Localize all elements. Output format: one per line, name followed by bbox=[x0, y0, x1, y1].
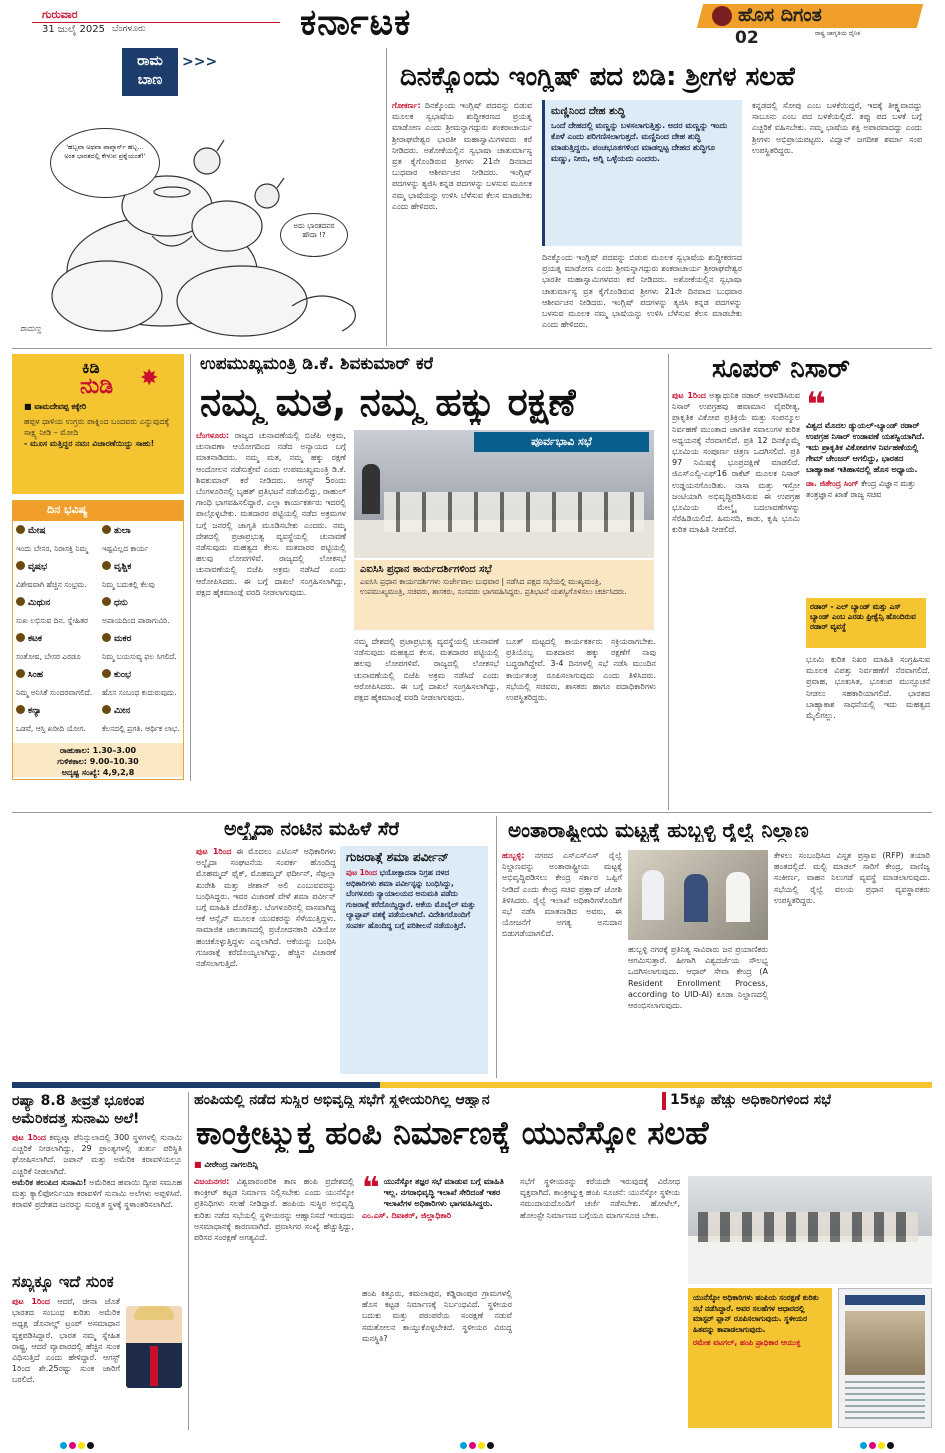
color-strip bbox=[12, 1082, 932, 1088]
column-rule-2 bbox=[190, 354, 191, 781]
article-english-col1-text: ದಿನಕ್ಕೊಂದು ಇಂಗ್ಲಿಷ್ ಪದವನ್ನು ಬಿಡುವ ಮೂಲಕ ಸ್ವಭಾಷೆಯ ಶುದ್ಧೀಕರಣದ ಪ್ರಯತ್ನ ಮಾಡೋಣ ಎಂದು ಶ್ರೀಮನ್ನಾಗದ್ಗುರು ಶಂಕರಾಚಾರ್ಯ ಶ್ರೀರಾಘವೇಶ್ವರ ಭಾರತೀ ಮಹಾಸ್ವಾಮಿಗಳವರು ಕರೆ ನೀಡಿದರು. ಅಶೋಕೆಯಲ್ಲಿನ ಸ್ವಭಾಷಾ ಚಾತುರ್ಮಾಸ್ಯ ವ್ರತ ಕೈಗೊಂಡಿರುವ ಶ್ರೀಗಳು 21ನೇ ದಿನವಾದ ಬುಧವಾರ ಆಶೀರ್ವಚನ ನೀಡಿದರು. ಇಂಗ್ಲಿಷ್ ಪದಗಳನ್ನು ತ್ಯಜಿಸಿ ಕನ್ನಡ ಪದಗಳನ್ನು ಬಳಸುವ ಮೂಲಕ ನಮ್ಮ ಭಾಷೆಯನ್ನು ಉಳಿಸಿ ಬೆಳೆಸುವ ಕೆಲಸ ಮಾಡಬೇಕು ಎಂದು ಹೇಳಿದರು. bbox=[392, 101, 532, 211]
cartoon-bubble-right bbox=[280, 213, 348, 257]
article-dkshi-col1 bbox=[196, 430, 346, 806]
kidi-nudi-title-top: ಕಿಡಿ bbox=[82, 358, 100, 377]
article-nisar-quote-text: ವಿಶ್ವದ ಮೊದಲ ಡ್ಯುಯಲ್-ಬ್ಯಾಂಡ್ ರಡಾರ್ ಉಪಗ್ರಹ ನಿಸಾರ್ ಉಡಾವಣೆ ಯಶಸ್ವಿಯಾಗಿದೆ. ಇದು ಪ್ರಾಕೃತಿಕ ವಿಕೋಪಗಳ ನಿರ್ವಹಣೆಯಲ್ಲಿ ಗೇಮ್ ಚೇಂಜರ್ ಆಗಲಿದ್ದು, ಭಾರತದ ಬಾಹ್ಯಾಕಾಶ ಇತಿಹಾಸದಲ್ಲಿ ಹೊಸ ಅಧ್ಯಾಯ. bbox=[806, 421, 925, 474]
zodiac-icon bbox=[102, 633, 111, 642]
article-alqaeda-headline: ಅಲ್ಖೈದಾ ನಂಟಿನ ಮಹಿಳೆ ಸೆರೆ bbox=[224, 818, 400, 840]
horoscope-grid bbox=[13, 525, 183, 739]
horoscope-sign-label: ಕನ್ಯಾ bbox=[28, 706, 42, 716]
article-alqaeda-box-dateline: ಪುಟ 1ರಿಂದ bbox=[346, 868, 377, 877]
article-dkshi-col2 bbox=[354, 636, 499, 806]
horoscope-sign-label: ವೃಶ್ಚಿಕ bbox=[114, 562, 132, 572]
article-english-col2-lower bbox=[542, 252, 742, 344]
kidi-nudi-quote bbox=[24, 416, 174, 449]
column-rule-5 bbox=[188, 1092, 189, 1430]
horoscope-sign bbox=[16, 597, 96, 631]
article-hampi-dateline: ವಿಜಯನಗರ: bbox=[194, 1177, 230, 1186]
zodiac-icon bbox=[16, 597, 25, 606]
article-hampi-col2 bbox=[362, 1288, 512, 1428]
hampi-photo-table bbox=[688, 1236, 932, 1284]
horoscope-sign-text: ಅಪಾಯದಿಂದ ಪಾರಾಗುವಿರಿ. bbox=[102, 616, 170, 625]
article-dkshi-col2-text: ನಮ್ಮ ದೇಶದಲ್ಲಿ ಪ್ರಜಾಪ್ರಭುತ್ವ ವ್ಯವಸ್ಥೆಯಲ್ಲಿ ಚುನಾವಣೆ ನಡೆಸುವುದು ಮಹತ್ವದ ಕೆಲಸ. ಮತದಾರರ ಪಟ್ಟಿಯಲ್ಲಿ ಹಲವು ಲೋಪಗಳಿವೆ. ರಾಜ್ಯದಲ್ಲಿ ಲೋಕಸಭೆ ಚುನಾವಣೆಯಲ್ಲಿ ಬಿಜೆಪಿ ಅಕ್ರಮ ನಡೆಸಿದೆ ಎಂದು ಆರೋಪಿಸಿದರು. ಈ ಬಗ್ಗೆ ದಾಖಲೆ ಸಂಗ್ರಹಿಸಲಾಗಿದ್ದು, ಪಕ್ಷದ ಹೈಕಮಾಂಡ್ಗೆ ವರದಿ ನೀಡಲಾಗುವುದು. bbox=[354, 637, 499, 703]
article-trump-text: ಆದರೆ, ಚೀನಾ ಜೊತೆ ಭಾರತದ ಸಂಬಂಧ ಕುರಿತು ಅಮೆರಿಕ ಅಧ್ಯಕ್ಷ ಡೊನಾಲ್ಡ್ ಟ್ರಂಪ್ ಅಸಮಾಧಾನ ವ್ಯಕ್ತಪಡಿಸಿದ್ದಾರೆ. ಭಾರತ ನಮ್ಮ ಸ್ನೇಹಿತ ರಾಷ್ಟ್ರ, ಆದರೆ ವ್ಯಾಪಾರದಲ್ಲಿ ಹೆಚ್ಚಿನ ಸುಂಕ ವಿಧಿಸುತ್ತಿದೆ ಎಂದು ಹೇಳಿದ್ದಾರೆ. ಆಗಸ್ಟ್ 1ರಿಂದ ಶೇ.25ರಷ್ಟು ಸುಂಕ ಜಾರಿಗೆ ಬರಲಿದೆ. bbox=[12, 1297, 120, 1385]
caption-text: ಎಐಸಿಸಿ ಪ್ರಧಾನ ಕಾರ್ಯದರ್ಶಿಗಳು ಸುರ್ಜೇವಾಲ ಬುಧವಾರ | ನಡೆಸಿದ ಪಕ್ಷದ ಸಭೆಯಲ್ಲಿ ಮುಖ್ಯಮಂತ್ರಿ, ಉಪಮುಖ್ಯಮಂತ್ರಿ, ಸಚಿವರು, ಶಾಸಕರು, ಸಂಸದರು ಭಾಗವಹಿಸಿದ್ದರು. ಪ್ರತಿಭಟನೆ ಯಶಸ್ವಿಗೊಳಿಸಲು ಚರ್ಚಿಸಿದರು. bbox=[360, 577, 627, 596]
horoscope-title-bar bbox=[13, 501, 183, 521]
horoscope-sign-label: ಕುಂಭ bbox=[114, 670, 132, 680]
kidi-nudi-box bbox=[12, 354, 184, 494]
article-hampi-kicker: ಹಂಪಿಯಲ್ಲಿ ನಡೆದ ಸುಸ್ಥಿರ ಅಭಿವೃದ್ಧಿ ಸಭೆಗೆ ಸ್ಥಳೀಯರಿಗಿಲ್ಲ ಆಹ್ವಾನ bbox=[194, 1092, 490, 1108]
article-railway-col3-text: ಕೇಳಲು ಸಂಬಂಧಿಸಿದ ವಿಸ್ತೃತ ಪ್ರಸ್ತಾವ (RFP) ತಯಾರಿ ಹಂತದಲ್ಲಿದೆ. ಮಲ್ಟಿ ಮಾಡಲ್ ಸಾರಿಗೆ ಕೇಂದ್ರ, ವಾಣಿಜ್ಯ ಸಂಕೀರ್ಣ, ವಾಹನ ನಿಲುಗಡೆ ವ್ಯವಸ್ಥೆ ಮಾಡಲಾಗುವುದು. ಸಭೆಯಲ್ಲಿ ರೈಲ್ವೆ ವಲಯ ಪ್ರಧಾನ ವ್ಯವಸ್ಥಾಪಕರು ಉಪಸ್ಥಿತರಿದ್ದರು. bbox=[774, 851, 930, 905]
reg-dot-black bbox=[487, 1442, 494, 1449]
zodiac-icon bbox=[16, 669, 25, 678]
cartoon-bubble-left-text: 'ಹಬ್ಬವಾ ಅಥವಾ ಪಾಪ್ಕಾರ್ನ್ ಹಬ್ಬ... ಅಂತ ಭಾರತದಲ್ಲಿ ಕೇಳುವ ಪ್ರಶ್ನೆಯಂತೆ!' bbox=[64, 143, 146, 160]
horoscope-sign-label: ತುಲಾ bbox=[114, 526, 131, 536]
horoscope-sign-name bbox=[102, 525, 182, 536]
reg-dot-cyan bbox=[60, 1442, 67, 1449]
horoscope-sign bbox=[16, 705, 96, 739]
article-dkshi-dateline: ಬೆಂಗಳೂರು: bbox=[196, 431, 230, 440]
article-hampi-quote2-author: ರಮೇಶ ವಟಗಲ್, ಹಂಪಿ ಪ್ರಾಧಿಕಾರ ಆಯುಕ್ತ bbox=[693, 1338, 801, 1347]
reg-dot-yellow bbox=[478, 1442, 485, 1449]
zodiac-icon bbox=[16, 633, 25, 642]
article-nisar-col1 bbox=[672, 390, 800, 808]
article-railway-col2 bbox=[628, 944, 768, 1076]
article-dkshi-col3 bbox=[506, 636, 656, 806]
article-alqaeda-text: ಈ ಮೊದಲು ಎಟಿಎಸ್ ಅಧಿಕಾರಿಗಳು ಅಲ್ಖೈದಾ ಸಂಘಟನೆಯ ಸಂಪರ್ಕ ಹೊಂದಿದ್ದ ಮೊಹಮ್ಮದ್ ಫೈಕ್, ಮೊಹಮ್ಮದ್ ಫರ್ದೀನ್, ಸೆಫುಲ್ಲಾ ಖುರೇಶಿ ಮತ್ತು ಜೀಶಾನ್ ಅಲಿ ಎಂಬುವವರನ್ನು ಬಂಧಿಸಿದ್ದರು. ಇವರ ವಿಚಾರಣೆ ವೇಳೆ ಶಮಾ ಪರ್ವೀನ್ ಬಗ್ಗೆ ಮಾಹಿತಿ ದೊರೆತಿತ್ತು. ಬೆಂಗಳೂರಿನಲ್ಲಿ ವಾಸವಾಗಿದ್ದ ಆಕೆ ಆನ್ಲೈನ್ ಮೂಲಕ ಯುವಕರನ್ನು ಸೆಳೆಯುತ್ತಿದ್ದಳು. ಸಾಮಾಜಿಕ ಜಾಲತಾಣದಲ್ಲಿ ಪ್ರಚೋದನಕಾರಿ ವಿಡಿಯೋ ಹಂಚಿಕೊಳ್ಳುತ್ತಿದ್ದಳು ಎನ್ನಲಾಗಿದೆ. ಆಕೆಯನ್ನು ಬಂಧಿಸಿ ಗುಜರಾತ್ಗೆ ಕರೆದೊಯ್ಯಲಾಗಿದ್ದು, ಹೆಚ್ಚಿನ ವಿಚಾರಣೆ ನಡೆಸಲಾಗುತ್ತಿದೆ. bbox=[196, 847, 336, 969]
kidi-nudi-quote-text: ಹಪ್ಪಳ ಧಾಳಿಯ ಉಗ್ರರು ಪಾಕ್ನಿಂದ ಬಂದವರು ಎನ್ನುವುದಕ್ಕೆ ಸಾಕ್ಷ್ಯ ನೀಡಿ – ಮೋದಿ bbox=[24, 417, 170, 437]
article-hampi bbox=[194, 1092, 932, 1432]
article-alqaeda-col1 bbox=[196, 846, 336, 1076]
article-nisar-col3-text: ಭೂಮಿ ಕುರಿತ ನಿಖರ ಮಾಹಿತಿ ಸಂಗ್ರಹಿಸುವ ಮೂಲಕ ವಿಪತ್ತು ನಿರ್ವಹಣೆಗೆ ನೆರವಾಗಲಿದೆ. ಪ್ರವಾಹ, ಭೂಕುಸಿತ, ಭೂಕಂಪ ಮುನ್ಸೂಚನೆ ನೀಡಲು ಸಹಕಾರಿಯಾಗಲಿದೆ. ಭಾರತದ ಬಾಹ್ಯಾಕಾಶ ಸಾಧನೆಯಲ್ಲಿ ಇದು ಮಹತ್ವದ ಮೈಲಿಗಲ್ಲು. bbox=[806, 655, 930, 721]
horoscope-sign-label: ಸಿಂಹ bbox=[28, 670, 44, 680]
horoscope-sign-text: ವಿಶೇಷವಾಗಿ ಹೆಚ್ಚಿನ ಸಂಭ್ರಮ. bbox=[16, 580, 87, 589]
article-russia-text: ಕಮ್ಚಟ್ಕಾ ಪೆನಿನ್ಸುಲಾದಲ್ಲಿ 300 ಸ್ಥಳಗಳಲ್ಲಿ ಸುನಾಮಿ ಎಚ್ಚರಿಕೆ ನೀಡಲಾಗಿದ್ದು, 29 ಪ್ರಾಂತ್ಯಗಳಲ್ಲಿ ತುರ್ತು ಪರಿಸ್ಥಿತಿ ಘೋಷಿಸಲಾಗಿದೆ. ಜಪಾನ್ ಮತ್ತು ಅಮೆರಿಕ ಕರಾವಳಿಯಲ್ಲೂ ಎಚ್ಚರಿಕೆ ನೀಡಲಾಗಿದೆ. bbox=[12, 1133, 182, 1176]
cartoon-bubble-left bbox=[50, 128, 160, 198]
article-hampi-col1 bbox=[194, 1176, 354, 1428]
kicker-separator bbox=[662, 1092, 666, 1110]
row-rule-1 bbox=[12, 348, 932, 349]
kidi-nudi-title-bottom: ನುಡಿ bbox=[80, 374, 114, 399]
railway-photo-person-1 bbox=[642, 870, 664, 920]
hampi-poster-header bbox=[845, 1295, 925, 1305]
hampi-poster bbox=[838, 1288, 932, 1428]
lucky-number: ಅದೃಷ್ಟ ಸಂಖ್ಯೆ: 4,9,2,8 bbox=[61, 768, 135, 777]
horoscope-sign-text: ನಿಮ್ಮ ಬಯಸುವ್ಯ ಫಲ ಸಿಗಲಿದೆ. bbox=[102, 652, 177, 661]
zodiac-icon bbox=[102, 561, 111, 570]
horoscope-times bbox=[13, 743, 183, 777]
photo-speaker bbox=[362, 464, 380, 514]
article-trump bbox=[12, 1272, 182, 1430]
cartoon-bubble-right-text: ಅದು ಭಾರತದವರ ಹೌದಾ !? bbox=[293, 222, 335, 239]
cartoon-panel bbox=[12, 48, 380, 344]
paper-logo-icon bbox=[712, 6, 732, 26]
masthead-date: 31 ಜುಲೈ 2025 bbox=[42, 24, 105, 35]
zodiac-icon bbox=[102, 705, 111, 714]
photo-people bbox=[384, 492, 644, 532]
article-trump-dateline: ಪುಟ 1ರಿಂದ bbox=[12, 1297, 50, 1306]
article-nisar bbox=[672, 354, 932, 810]
horoscope-sign-name bbox=[16, 633, 96, 644]
article-dkshi-headline: ನಮ್ಮ ಮತ, ನಮ್ಮ ಹಕ್ಕು ರಕ್ಷಣೆ bbox=[200, 380, 576, 424]
cartoon-label-line1: ರಾಮ bbox=[137, 53, 163, 69]
kidi-nudi-joke: - ಮೂಸ ಮತ್ತಿದ್ದರ ನಮಃ ವಿಚಾರಣೆಯಿದ್ದು ಸಾಹು! bbox=[24, 439, 155, 448]
article-trump-col bbox=[12, 1296, 120, 1428]
cartoon-label bbox=[122, 48, 178, 96]
photo-banner-text: ಪೂರ್ವಭಾವಿ ಸಭೆ bbox=[531, 435, 592, 448]
article-dkshi bbox=[196, 354, 666, 810]
article-railway-col1-text: ನಗರದ ಎಸ್ಎಸ್ಎಸ್ ರೈಲ್ವೆ ನಿಲ್ದಾಣವನ್ನು ಅಂತಾರಾಷ್ಟ್ರೀಯ ಮಟ್ಟಕ್ಕೆ ಅಭಿವೃದ್ಧಿಪಡಿಸಲು ಕೇಂದ್ರ ಸರ್ಕಾರ ಒಪ್ಪಿಗೆ ನೀಡಿದೆ ಎಂದು ಕೇಂದ್ರ ಸಚಿವ ಪ್ರಹ್ಲಾದ್ ಜೋಶಿ ತಿಳಿಸಿದರು. ರೈಲ್ವೆ ಇಲಾಖೆ ಅಧಿಕಾರಿಗಳೊಂದಿಗೆ ಸಭೆ ನಡೆಸಿ ಮಾತನಾಡಿದ ಅವರು, ಈ ಯೋಜನೆಗೆ ಅಗತ್ಯ ಅನುದಾನ ಬಿಡುಗಡೆಯಾಗಲಿದೆ. bbox=[502, 851, 622, 939]
hampi-poster-image bbox=[845, 1311, 925, 1375]
article-railway-photo bbox=[628, 850, 768, 940]
article-english-headline: ದಿನಕ್ಕೊಂದು ಇಂಗ್ಲಿಷ್ ಪದ ಬಿಡಿ: ಶ್ರೀಗಳ ಸಲಹೆ bbox=[400, 62, 796, 92]
article-english-box-text: ಒಂದೆ ದೇಹದಲ್ಲಿ ಮಣ್ಣನ್ನು ಬಳಸಲಾಗುತ್ತಿತ್ತು. ಅದರ ಮಣ್ಣನ್ನು ಇಂದು ಕೊಳೆ ಎಂದು ಪರಿಗಣಿಸಲಾಗುತ್ತದೆ. ಮಣ್ಣಿನಿಂದ ದೇಹ ಶುದ್ಧಿ ಮಾಡುತ್ತಿದ್ದರು. ಪಂಚಭೂತಗಳಿಂದ ಮಾಡಲ್ಪಟ್ಟ ದೇಹದ ಶುದ್ಧಿಗೂ ಮಣ್ಣು, ನೀರು, ಅಗ್ನಿ ಒಳ್ಳೆಯದು ಎಂದರು. bbox=[551, 121, 728, 163]
article-nisar-dateline: ಪುಟ 1ರಿಂದ bbox=[672, 391, 706, 400]
article-alqaeda-box bbox=[340, 846, 488, 1074]
masthead-city: ಬೆಂಗಳೂರು bbox=[112, 24, 146, 34]
horoscope-sign bbox=[102, 525, 182, 559]
article-hampi-col1-text: ವಿಶ್ವಪಾರಂಪರಿಕ ತಾಣ ಹಂಪಿ ಪ್ರದೇಶದಲ್ಲಿ ಕಾಂಕ್ರೀಟ್ ಕಟ್ಟಡ ನಿರ್ಮಾಣ ನಿಲ್ಲಿಸಬೇಕು ಎಂದು ಯುನೆಸ್ಕೋ ಪ್ರತಿನಿಧಿಗಳು ಸಲಹೆ ನೀಡಿದ್ದಾರೆ. ಹಂಪಿಯ ಸುಸ್ಥಿರ ಅಭಿವೃದ್ಧಿ ಕುರಿತು ನಡೆದ ಸಭೆಯಲ್ಲಿ ಸ್ಥಳೀಯರನ್ನು ಆಹ್ವಾನಿಸದೆ ಇರುವುದು ಅಸಮಾಧಾನಕ್ಕೆ ಕಾರಣವಾಗಿದೆ. ಪ್ರವಾಸಿಗರ ಸಂಖ್ಯೆ ಹೆಚ್ಚುತ್ತಿದ್ದು, ಪರಿಸರ ಸಂರಕ್ಷಣೆ ಅಗತ್ಯವಿದೆ. bbox=[194, 1177, 354, 1243]
spark-icon: ✸ bbox=[140, 366, 159, 391]
railway-photo-person-2 bbox=[684, 874, 708, 922]
horoscope-sign-name bbox=[16, 705, 96, 716]
article-nisar-col1-text: ಅತ್ಯಾಧುನಿಕ ರಡಾರ್ ಅಳವಡಿಸಿರುವ ನಿಸಾರ್ ಉಪಗ್ರಹವು ಹವಾಮಾನ ವೈಪರೀತ್ಯ, ಪ್ರಾಕೃತಿಕ ವಿಕೋಪ ಪ್ರತಿಕ್ರಿಯೆ ಮತ್ತು ಸಂಪನ್ಮೂಲ ನಿರ್ವಹಣೆ ಮುಂತಾದ ಜಾಗತಿಕ ಸವಾಲುಗಳ ಕುರಿತ ಅಧ್ಯಯನಕ್ಕೆ ನೆರವಾಗಲಿದೆ. ಪ್ರತಿ 12 ದಿನಕ್ಕೊಮ್ಮೆ ಭೂಮಿಯ ಸಂಪೂರ್ಣ ಚಿತ್ರಣ ಒದಗಿಸಲಿದೆ. ಪ್ರತಿ 97 ನಿಮಿಷಕ್ಕೆ ಭೂಪ್ರದಕ್ಷಿಣೆ ಮಾಡಲಿದೆ. bbox=[672, 391, 800, 468]
horoscope-sign bbox=[16, 525, 96, 559]
row-rule-2 bbox=[12, 812, 932, 813]
page-number: 02 bbox=[735, 28, 759, 48]
article-russia-subtext: ಅಮೆರಿಕದ ಹವಾಯಿ ದ್ವೀಪ ಸಮೂಹ ಮತ್ತು ಕ್ಯಾಲಿಫೋರ್ನಿಯಾ ಕರಾವಳಿಗೆ ಸುನಾಮಿ ಅಲೆಗಳು ಅಪ್ಪಳಿಸಿವೆ. ಕರಾವಳಿ ಪ್ರದೇಶದ ಜನರನ್ನು ಸುರಕ್ಷಿತ ಸ್ಥಳಕ್ಕೆ ಸ್ಥಳಾಂತರಿಸಲಾಗಿದೆ. bbox=[12, 1177, 182, 1210]
cartoon-label-line2: ಬಾಣ bbox=[137, 72, 163, 88]
column-rule bbox=[386, 48, 387, 346]
article-nisar-quote bbox=[806, 385, 932, 590]
article-hampi-quote bbox=[362, 1171, 512, 1286]
horoscope-sign-label: ವೃಷಭ bbox=[28, 562, 48, 572]
caption-title: ಎಐಸಿಸಿ ಪ್ರಧಾನ ಕಾರ್ಯದರ್ಶಿಗಳಿಂದ ಸಭೆ bbox=[360, 564, 492, 575]
reg-dot-yellow bbox=[78, 1442, 85, 1449]
horoscope-sign-label: ಮಿಥುನ bbox=[28, 598, 51, 608]
article-dkshi-photo bbox=[354, 430, 654, 558]
horoscope-sign-label: ಧನು bbox=[114, 598, 128, 608]
article-dkshi-col3-text: ಬೂತ್ ಮಟ್ಟದಲ್ಲಿ ಕಾರ್ಯಕರ್ತರು ಸಕ್ರಿಯರಾಗಬೇಕು. ಪ್ರತಿಯೊಬ್ಬ ಮತದಾರನ ಹಕ್ಕು ರಕ್ಷಣೆಗೆ ನಾವು ಬದ್ಧರಾಗಿದ್ದೇವೆ. 3-4 ದಿನಗಳಲ್ಲಿ ಸಭೆ ನಡೆಸಿ ಮುಂದಿನ ಕಾರ್ಯತಂತ್ರ ರೂಪಿಸಲಾಗುವುದು ಎಂದು ತಿಳಿಸಿದರು. ಸಭೆಯಲ್ಲಿ ಸಚಿವರು, ಶಾಸಕರು ಹಾಗೂ ಪದಾಧಿಕಾರಿಗಳು ಉಪಸ್ಥಿತರಿದ್ದರು. bbox=[506, 637, 656, 703]
article-dkshi-kicker: ಉಪಮುಖ್ಯಮಂತ್ರಿ ಡಿ.ಕೆ. ಶಿವಕುಮಾರ್ ಕರೆ bbox=[200, 354, 434, 374]
photo-banner bbox=[474, 432, 649, 452]
reg-dot-cyan bbox=[860, 1442, 867, 1449]
masthead-rule bbox=[32, 22, 280, 23]
article-russia-subtitle: ಅಮೆರಿಕ ತಲುಪಿದ ಸುನಾಮಿ! bbox=[12, 1177, 87, 1187]
article-hampi-col3-text: ಸಭೆಗೆ ಸ್ಥಳೀಯರನ್ನು ಕರೆಯದೇ ಇರುವುದಕ್ಕೆ ವಿರೋಧ ವ್ಯಕ್ತವಾಗಿದೆ. ಕಾಂಕ್ರೀಟ್ಮುಕ್ತ ಹಂಪಿ ಸೂಚನೆ: ಯುನೆಸ್ಕೋ ಸ್ಥಳೀಯ ಸಮುದಾಯದೊಂದಿಗೆ ಚರ್ಚೆ ನಡೆಸಬೇಕು. ಹೋಟೆಲ್, ಹೋಂಸ್ಟೇ ನಿರ್ಮಾಣದ ಬಗ್ಗೆಯೂ ಮಾರ್ಗಸೂಚಿ ಬೇಕು. bbox=[520, 1177, 680, 1220]
article-hampi-quote2-text: ಯುನೆಸ್ಕೋ ಅಧಿಕಾರಿಗಳು ಹಂಪಿಯ ಸಂರಕ್ಷಣೆ ಕುರಿತು ಸಭೆ ನಡೆಸಿದ್ದಾರೆ. ಅವರ ಸಲಹೆಗಳ ಆಧಾರದಲ್ಲಿ ಮಾಸ್ಟರ್ ಪ್ಲಾನ್ ರೂಪಿಸಲಾಗುವುದು. ಸ್ಥಳೀಯರ ಹಿತವನ್ನು ಕಾಪಾಡಲಾಗುವುದು. bbox=[693, 1293, 819, 1334]
cartoon-chevrons: >>> bbox=[182, 54, 218, 70]
horoscope-sign-text: ಕೆಲಸದಲ್ಲಿ ಪ್ರಗತಿ. ಆರ್ಥಿಕ ಲಾಭ. bbox=[102, 724, 180, 733]
railway-photo-person-3 bbox=[726, 872, 750, 922]
horoscope-title: ದಿನ ಭವಿಷ್ಯ bbox=[47, 503, 88, 516]
reg-dot-black bbox=[887, 1442, 894, 1449]
zodiac-icon bbox=[102, 597, 111, 606]
horoscope-sign bbox=[102, 597, 182, 631]
horoscope-sign bbox=[16, 669, 96, 703]
article-hampi-headline: ಕಾಂಕ್ರೀಟ್ಮುಕ್ತ ಹಂಪಿ ನಿರ್ಮಾಣಕ್ಕೆ ಯುನೆಸ್ಕೋ ಸಲಹೆ bbox=[196, 1114, 709, 1152]
article-english-col3-text: ಕನ್ನಡದಲ್ಲಿ ಸೋಪು ಎಂಬ ಬಳಕೆಯಿದ್ದರೆ, ಇದಕ್ಕೆ ತೀಕ್ಷ್ಣವಾದದ್ದು ಸಾಬೂನು ಎಂಬ ಪದ ಬಳಕೆಯಲ್ಲಿದೆ. ತಪ್ಪು ಪದ ಬಳಕೆ ಬಗ್ಗೆ ಎಚ್ಚರಿಕೆ ವಹಿಸಬೇಕು. ನಮ್ಮ ಭಾಷೆಯ ಶಕ್ತಿ ಅಪಾರವಾದದ್ದು ಎಂದು ಶ್ರೀಗಳು ಅಭಿಪ್ರಾಯಪಟ್ಟರು. ವಿದ್ವಾನ್ ಜಗದೀಶ ಶರ್ಮಾ ಸಂಪ ಉಪಸ್ಥಿತರಿದ್ದರು. bbox=[752, 101, 922, 155]
article-railway-col3 bbox=[774, 850, 930, 1076]
article-hampi-photo bbox=[688, 1176, 932, 1284]
horoscope-panel bbox=[12, 500, 184, 780]
article-nisar-quote-author bbox=[806, 478, 932, 500]
reg-dot-cyan bbox=[460, 1442, 467, 1449]
article-alqaeda-box-title: ಗುಜರಾತ್ಗೆ ಶಮಾ ಪರ್ವೀನ್ bbox=[346, 850, 449, 864]
article-alqaeda bbox=[196, 816, 492, 1078]
horoscope-sign-name bbox=[16, 597, 96, 608]
article-russia bbox=[12, 1092, 182, 1268]
column-rule-4 bbox=[496, 816, 497, 1078]
horoscope-sign bbox=[16, 561, 96, 595]
horoscope-sign-text: ನಿಮ್ಮ ಅನಿಸಿಕೆ ಸುಂದರವಾಗಲಿದೆ. bbox=[16, 688, 93, 697]
horoscope-sign-name bbox=[16, 525, 96, 536]
horoscope-sign-name bbox=[102, 705, 182, 716]
rahukala: ರಾಹುಕಾಲ: 1.30–3.00 bbox=[59, 746, 137, 755]
hampi-photo-people bbox=[698, 1212, 918, 1242]
zodiac-icon bbox=[16, 525, 25, 534]
article-hampi-byline-text: ವೀರೇಂದ್ರ ನಾಗಲದಿನ್ನಿ bbox=[204, 1160, 258, 1169]
article-nisar-col3 bbox=[806, 654, 930, 808]
article-english-dateline: ಗೋಕರ್ಣ: bbox=[392, 101, 421, 110]
reg-dot-magenta bbox=[469, 1442, 476, 1449]
zodiac-icon bbox=[102, 525, 111, 534]
article-russia-dateline: ಪುಟ 1ರಿಂದ bbox=[12, 1133, 46, 1142]
kidi-nudi-author-text: ವಾಮದೇವಪ್ಪ ಕಕ್ಕೇರಿ bbox=[34, 402, 87, 411]
paper-logo: ಹೊಸ ದಿಗಂತ bbox=[738, 4, 822, 26]
article-nisar-quote-role: ಕೇಂದ್ರ ವಿಜ್ಞಾನ ಮತ್ತು ತಂತ್ರಜ್ಞಾನ ಖಾತೆ ರಾಜ್ಯ ಸಚಿವ bbox=[806, 479, 916, 499]
zodiac-icon bbox=[102, 669, 111, 678]
article-nisar-col1-more: ಜಿಎಸ್ಎಲ್ವಿ-ಎಫ್16 ರಾಕೆಟ್ ಮೂಲಕ ನಿಸಾರ್ ಉಡ್ಡಯನಗೊಂಡಿತು. ನಾಸಾ ಮತ್ತು ಇಸ್ರೋ ಜಂಟಿಯಾಗಿ ಅಭಿವೃದ್ಧಿಪಡಿಸಿರುವ ಈ ಉಪಗ್ರಹ ಭೂಮಿಯ ಮೇಲ್ಮೈ ಬದಲಾವಣೆಗಳನ್ನು ಸೆರೆಹಿಡಿಯಲಿದೆ. ಹಿಮನದಿ, ಕಾಡು, ಕೃಷಿ ಭೂಮಿ ಕುರಿತ ಮಾಹಿತಿ ನೀಡಲಿದೆ. bbox=[672, 469, 800, 535]
article-hampi-col2-text: ಹಂಪಿ ಕಿತ್ತೂರು, ಕಮಲಾಪುರ, ಕಡ್ಡಿರಾಂಪುರ ಗ್ರಾಮಗಳಲ್ಲಿ ಹೊಸ ಕಟ್ಟಡ ನಿರ್ಮಾಣಕ್ಕೆ ನಿರ್ಬಂಧವಿದೆ. ಸ್ಥಳೀಯರ ಬದುಕು ಮತ್ತು ಪರಂಪರೆಯ ಸಂರಕ್ಷಣೆ ನಡುವೆ ಸಮತೋಲನ ಕಾಯ್ದುಕೊಳ್ಳಬೇಕಿದೆ. ಸ್ಥಳೀಯರ ವಿರುದ್ಧ ಮನಸ್ಥಿತಿ? bbox=[362, 1289, 512, 1343]
horoscope-sign-text: ಒಡವೆ, ಆಸ್ತಿ ಖರೀದಿ ಯೋಗ. bbox=[16, 724, 86, 733]
article-railway-col1 bbox=[502, 850, 622, 1076]
article-russia-headline: ರಷ್ಯಾ 8.8 ತೀವ್ರತೆ ಭೂಕಂಪ ಅಮೆರಿಕದತ್ತ ಸುನಾಮಿ ಅಲೆ! bbox=[12, 1093, 145, 1127]
article-railway-dateline: ಹುಬ್ಬಳ್ಳಿ: bbox=[502, 851, 525, 860]
masthead-day: ಗುರುವಾರ bbox=[42, 8, 78, 21]
gulikakala: ಗುಳಿಕಕಾಲ: 9.00–10.30 bbox=[57, 757, 139, 766]
article-nisar-highlight bbox=[806, 598, 926, 648]
article-nisar-highlight-text: ರಡಾರ್ - ಎಲ್ ಬ್ಯಾಂಡ್ ಮತ್ತು ಎಸ್ ಬ್ಯಾಂಡ್ ಎಂಬ ಎರಡು ಫ್ರೀಕ್ವೆನ್ಸಿ ಹೊಂದಿರುವ ರಡಾರ್ ವ್ಯವಸ್ಥೆ bbox=[810, 602, 916, 631]
masthead bbox=[0, 0, 945, 46]
horoscope-sign-text: ಸಂತೋಷ, ಬೇಸರ ಎರಡೂ bbox=[16, 652, 81, 661]
hampi-poster-footer bbox=[845, 1381, 925, 1421]
kidi-nudi-author: ■ ವಾಮದೇವಪ್ಪ ಕಕ್ಕೇರಿ bbox=[24, 402, 87, 411]
horoscope-sign-name bbox=[102, 669, 182, 680]
quote-mark-icon: ❝ bbox=[806, 385, 826, 425]
article-russia-col bbox=[12, 1132, 182, 1268]
horoscope-sign-text: ಇಂದು ಬೇಸರ, ನಿರಾಸಕ್ತಿ ನಿಮ್ಮ bbox=[16, 544, 88, 553]
article-english-box bbox=[542, 100, 742, 246]
horoscope-sign-name bbox=[102, 633, 182, 644]
trump-photo bbox=[126, 1306, 182, 1388]
horoscope-sign bbox=[102, 705, 182, 739]
article-hampi-col3 bbox=[520, 1176, 680, 1428]
article-hampi-quote2 bbox=[688, 1288, 832, 1428]
article-alqaeda-box-body bbox=[346, 868, 482, 931]
article-english-col2-lower-text: ದಿನಕ್ಕೊಂದು ಇಂಗ್ಲಿಷ್ ಪದವನ್ನು ಬಿಡುವ ಮೂಲಕ ಸ್ವಭಾಷೆಯ ಶುದ್ಧೀಕರಣದ ಪ್ರಯತ್ನ ಮಾಡೋಣ ಎಂದು ಶ್ರೀಮನ್ನಾಗದ್ಗುರು ಶಂಕರಾಚಾರ್ಯ ಶ್ರೀರಾಘವೇಶ್ವರ ಭಾರತೀ ಮಹಾಸ್ವಾಮಿಗಳವರು ಕರೆ ನೀಡಿದರು. ಅಶೋಕೆಯಲ್ಲಿನ ಸ್ವಭಾಷಾ ಚಾತುರ್ಮಾಸ್ಯ ವ್ರತ ಕೈಗೊಂಡಿರುವ ಶ್ರೀಗಳು 21ನೇ ದಿನವಾದ ಬುಧವಾರ ಆಶೀರ್ವಚನ ನೀಡಿದರು. ಇಂಗ್ಲಿಷ್ ಪದಗಳನ್ನು ತ್ಯಜಿಸಿ ಕನ್ನಡ ಪದಗಳನ್ನು ಬಳಸುವ ಮೂಲಕ ನಮ್ಮ ಭಾಷೆಯನ್ನು ಉಳಿಸಿ ಬೆಳೆಸುವ ಕೆಲಸ ಮಾಡಬೇಕು ಎಂದು ಹೇಳಿದರು. bbox=[542, 253, 742, 330]
horoscope-sign-label: ಕಟಕ bbox=[28, 634, 42, 644]
article-railway-col2-text: ಹುಬ್ಬಳ್ಳಿ ನಗರಕ್ಕೆ ಪ್ರತಿನಿತ್ಯ ಸಾವಿರಾರು ಜನ ಪ್ರಯಾಣಿಕರು ಆಗಮಿಸುತ್ತಾರೆ. ಹೀಗಾಗಿ ವಿಶ್ವದರ್ಜೆಯ ಸೌಲಭ್ಯ ಒದಗಿಸಲಾಗುವುದು. ಆಧಾರ್ ಸೇವಾ ಕೇಂದ್ರ (A Resident Enrollment Process, according to UID-AI) ಕೂಡಾ ನಿಲ್ದಾಣದಲ್ಲಿ ಆರಂಭಿಸಲಾಗುವುದು. bbox=[628, 945, 768, 1011]
horoscope-sign bbox=[102, 561, 182, 595]
article-nisar-quote-author-name: ಡಾ. ಜಿತೇಂದ್ರ ಸಿಂಗ್ bbox=[806, 479, 859, 488]
horoscope-sign-text: ಹೊಸ ಸಂಬಂಧ ಕುದುರುವುದು. bbox=[102, 688, 177, 697]
horoscope-sign-text: ಸುಖ ಲಭಿಸುವ ದಿನ. ಸ್ನೇಹಿತರ bbox=[16, 616, 89, 625]
horoscope-sign bbox=[102, 633, 182, 667]
trump-photo-hair bbox=[134, 1306, 174, 1320]
horoscope-sign-name bbox=[102, 597, 182, 608]
article-dkshi-caption bbox=[354, 560, 654, 630]
article-hampi-quote-author: ಎಂ.ಎಸ್. ದಿವಾಕರ್, ಜಿಲ್ಲಾಧಿಕಾರಿ bbox=[362, 1211, 452, 1220]
article-railway-headline: ಅಂತಾರಾಷ್ಟ್ರೀಯ ಮಟ್ಟಕ್ಕೆ ಹುಬ್ಬಳ್ಳಿ ರೈಲ್ವೆ ನಿಲ್ದಾಣ bbox=[508, 818, 809, 842]
zodiac-icon bbox=[16, 705, 25, 714]
registration-marks-right bbox=[860, 1434, 896, 1453]
hampi-quote-mark-icon: ❝ bbox=[362, 1171, 380, 1206]
paper-tagline: ರಾಷ್ಟ್ರ ಜಾಗೃತಿಯ ದೈನಿಕ bbox=[815, 30, 861, 37]
horoscope-sign-label: ಮಕರ bbox=[114, 634, 132, 644]
trump-photo-tie bbox=[150, 1346, 158, 1386]
article-alqaeda-box-text: ಭಯೋತ್ಪಾದನಾ ನಿಗ್ರಹ ದಳದ ಅಧಿಕಾರಿಗಳು ಶಮಾ ಪರ್ವೀನ್ಳನ್ನು ಬಂಧಿಸಿದ್ದು, ಬೆಂಗಳೂರು ನ್ಯಾಯಾಲಯದ ಅನುಮತಿ ಪಡೆದು ಗುಜರಾತ್ಗೆ ಕರೆದೊಯ್ದಿದ್ದಾರೆ. ಆಕೆಯ ಮೊಬೈಲ್ ಮತ್ತು ಲ್ಯಾಪ್ಟಾಪ್ ವಶಕ್ಕೆ ಪಡೆಯಲಾಗಿದೆ. ವಿದೇಶಿಗರೊಂದಿಗೆ ಸಂಪರ್ಕ ಹೊಂದಿದ್ದ ಬಗ್ಗೆ ಪರಿಶೀಲನೆ ನಡೆಯುತ್ತಿದೆ. bbox=[346, 868, 476, 930]
horoscope-sign bbox=[102, 669, 182, 703]
section-title: ಕರ್ನಾಟಕ bbox=[300, 2, 412, 43]
article-trump-headline: ಸಖ್ಯಕ್ಕೂ ಇದೆ ಸುಂಕ bbox=[12, 1272, 114, 1291]
reg-dot-magenta bbox=[869, 1442, 876, 1449]
article-english-word bbox=[392, 58, 932, 346]
article-english-col3 bbox=[752, 100, 922, 344]
article-railway bbox=[502, 816, 932, 1078]
registration-marks-center bbox=[460, 1434, 496, 1453]
reg-dot-yellow bbox=[878, 1442, 885, 1449]
zodiac-icon bbox=[16, 561, 25, 570]
article-dkshi-col1-more: ನಮ್ಮ ದೇಶದಲ್ಲಿ ಪ್ರಜಾಪ್ರಭುತ್ವ ವ್ಯವಸ್ಥೆಯಲ್ಲಿ ಚುನಾವಣೆ ನಡೆಸುವುದು ಮಹತ್ವದ ಕೆಲಸ. ಮತದಾರರ ಪಟ್ಟಿಯಲ್ಲಿ ಹಲವು ಲೋಪಗಳಿವೆ. ರಾಜ್ಯದಲ್ಲಿ ಲೋಕಸಭೆ ಚುನಾವಣೆಯಲ್ಲಿ ಬಿಜೆಪಿ ಅಕ್ರಮ ನಡೆಸಿದೆ ಎಂದು ಆರೋಪಿಸಿದರು. ಈ ಬಗ್ಗೆ ದಾಖಲೆ ಸಂಗ್ರಹಿಸಲಾಗಿದ್ದು, ಪಕ್ಷದ ಹೈಕಮಾಂಡ್ಗೆ ವರದಿ ನೀಡಲಾಗುವುದು. bbox=[196, 520, 346, 597]
horoscope-sign-name bbox=[16, 561, 96, 572]
horoscope-sign-label: ಮೀನ bbox=[114, 706, 131, 716]
article-hampi-byline: ■ ವೀರೇಂದ್ರ ನಾಗಲದಿನ್ನಿ bbox=[194, 1160, 258, 1169]
registration-marks-left bbox=[60, 1434, 96, 1453]
article-english-col1 bbox=[392, 100, 532, 344]
article-dkshi-col1-text: ರಾಜ್ಯದ ಚುನಾವಣೆಯಲ್ಲಿ ಬಿಜೆಪಿ ಅಕ್ರಮ, ಚುನಾವಣಾ ಆಯೋಗದಿಂದ ನಡೆದ ಅನ್ಯಾಯದ ಬಗ್ಗೆ ಮಾತನಾಡಿದರು. ನಮ್ಮ ಮತ, ನಮ್ಮ ಹಕ್ಕು ರಕ್ಷಣೆ ಆಂದೋಲನ ನಡೆಸುತ್ತೇವೆ ಎಂದು ಉಪಮುಖ್ಯಮಂತ್ರಿ ಡಿ.ಕೆ. ಶಿವಕುಮಾರ್ ಕರೆ ನೀಡಿದರು. ಆಗಸ್ಟ್ 5ರಂದು ಬೆಂಗಳೂರಿನಲ್ಲಿ ಬೃಹತ್ ಪ್ರತಿಭಟನೆ ನಡೆಯಲಿದ್ದು, ರಾಹುಲ್ ಗಾಂಧಿ ಭಾಗವಹಿಸಲಿದ್ದಾರೆ. ಎಲ್ಲಾ ಕಾರ್ಯಕರ್ತರು ಇದರಲ್ಲಿ ಪಾಲ್ಗೊಳ್ಳಬೇಕು. ಮತದಾರರ ಪಟ್ಟಿಯಲ್ಲಿ ನಡೆದ ಅಕ್ರಮಗಳ ಬಗ್ಗೆ ಜನರಲ್ಲಿ ಜಾಗೃತಿ ಮೂಡಿಸಬೇಕು ಎಂದರು. bbox=[196, 431, 346, 530]
article-alqaeda-dateline: ಪುಟ 1ರಿಂದ bbox=[196, 847, 232, 856]
column-rule-3 bbox=[668, 354, 669, 810]
article-nisar-headline: ಸೂಪರ್ ನಿಸಾರ್ bbox=[712, 354, 850, 384]
horoscope-sign-label: ಮೇಷ bbox=[28, 526, 46, 536]
reg-dot-black bbox=[87, 1442, 94, 1449]
cartoon-signature: ರಾಮಣ್ಣ bbox=[20, 324, 42, 333]
article-hampi-quote-text: ಯುನೆಸ್ಕೋ ತಜ್ಞರ ಸಭೆ ಮಾಡುವ ಬಗ್ಗೆ ಮಾಹಿತಿ ಇಲ್ಲ. ನಗರಾಭಿವೃದ್ಧಿ ಇಲಾಖೆ ಸೇರಿದಂತೆ ಇತರ ಇಲಾಖೆಗಳ ಅಧಿಕಾರಿಗಳು ಭಾಗವಹಿಸಿದ್ದರು. bbox=[383, 1177, 504, 1208]
horoscope-sign-name bbox=[16, 669, 96, 680]
horoscope-sign-text: ಇಷ್ಟವಿಲ್ಲದ ಕಾರ್ಯ bbox=[102, 544, 149, 553]
article-english-box-title: ಮಣ್ಣಿನಿಂದ ದೇಹ ಶುದ್ಧಿ bbox=[551, 106, 626, 117]
article-hampi-kicker-right: 15ಕ್ಕೂ ಹೆಚ್ಚು ಅಧಿಕಾರಿಗಳಿಂದ ಸಭೆ bbox=[670, 1092, 832, 1108]
reg-dot-magenta bbox=[69, 1442, 76, 1449]
horoscope-sign-text: ನಿಮ್ಮ ಬದುಕಲ್ಲಿ ಕೆಲವು bbox=[102, 580, 155, 589]
horoscope-sign-name bbox=[102, 561, 182, 572]
horoscope-sign bbox=[16, 633, 96, 667]
